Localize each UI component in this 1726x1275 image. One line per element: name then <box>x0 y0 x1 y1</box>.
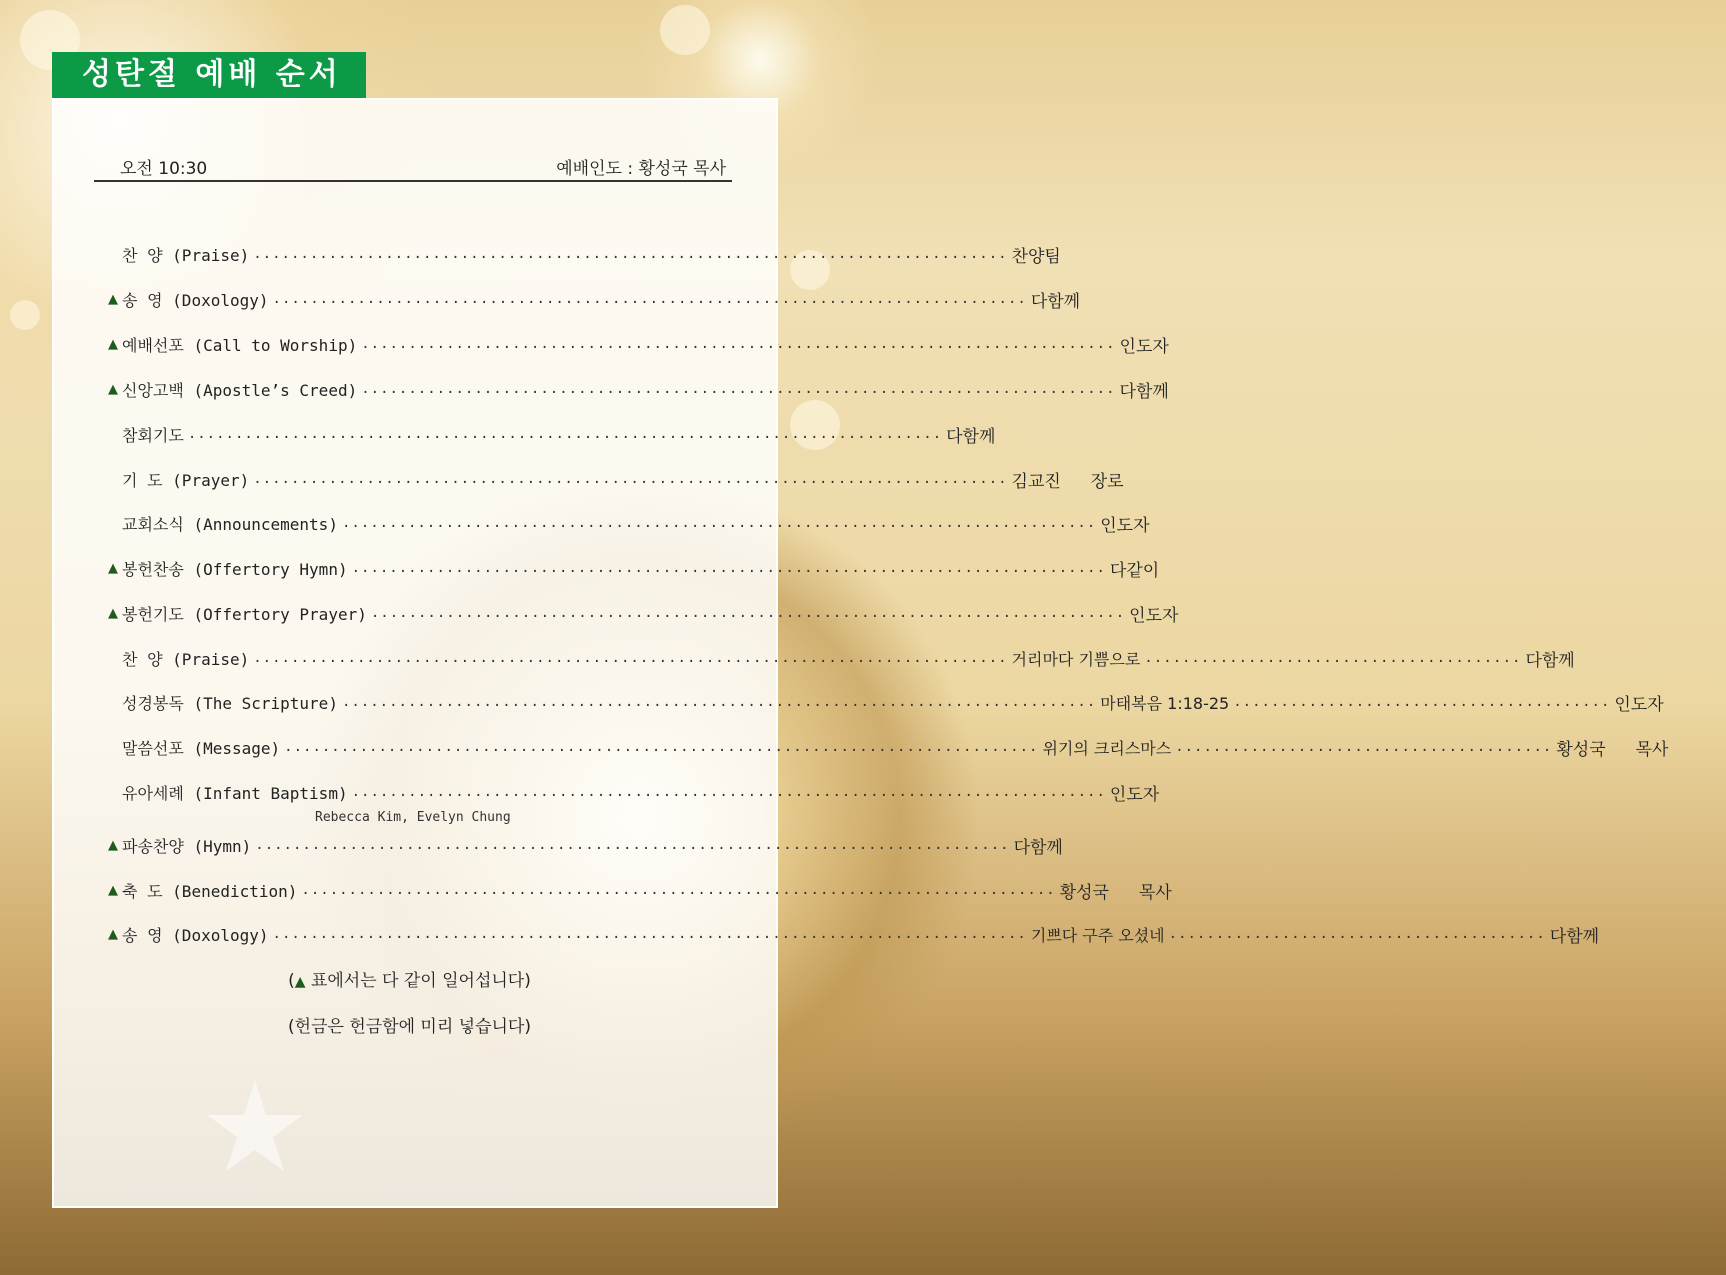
order-item <box>108 286 1081 312</box>
stand-mark-icon: ▲ <box>108 336 118 352</box>
order-item <box>108 510 1150 536</box>
dot-leader: ................................................................................ <box>351 784 1106 800</box>
order-item-label: 신앙고백 (Apostle’s Creed) <box>122 380 358 400</box>
order-item-label: 봉헌기도 (Offertory Prayer) <box>122 604 367 624</box>
dot-leader: ........................................ <box>1168 926 1546 942</box>
order-item-label: 송 영 (Doxology) <box>122 925 269 945</box>
stand-mark-icon: ▲ <box>108 837 118 853</box>
order-item-leader: 다함께 <box>1030 291 1081 312</box>
order-item-leader: 인도자 <box>1119 336 1169 357</box>
dot-leader: ................................................................................ <box>341 694 1097 710</box>
order-item-leader: 다함께 <box>1525 650 1575 671</box>
order-item-leader: 다같이 <box>1109 560 1160 581</box>
order-item-label: 기 도 (Prayer) <box>122 470 250 490</box>
order-item <box>108 555 1160 581</box>
standing-note-text: 표에서는 다 같이 일어섭니다 <box>310 971 525 991</box>
stand-mark-icon: ▲ <box>108 291 118 307</box>
dot-leader: ................................................................................ <box>272 291 1027 307</box>
dot-leader: ................................................................................ <box>255 837 1010 853</box>
order-item-leader: 찬양팀 <box>1011 246 1061 267</box>
stand-mark-icon: ▲ <box>108 882 118 898</box>
dot-leader: ................................................................................ <box>361 336 1116 352</box>
order-item-label: 예배선포 (Call to Worship) <box>122 335 358 355</box>
order-item <box>108 421 996 447</box>
standing-note: (▲ 표에서는 다 같이 일어섭니다) <box>288 971 531 991</box>
order-item <box>108 921 1600 947</box>
bokeh-light <box>790 400 840 450</box>
order-item <box>108 466 1124 492</box>
order-item <box>108 877 1172 903</box>
order-item-leader: 김교진 장로 <box>1011 471 1124 492</box>
order-item-label: 찬 양 (Praise) <box>122 245 250 265</box>
order-item-label: 유아세례 (Infant Baptism) <box>122 783 348 803</box>
stand-mark-icon: ▲ <box>108 926 118 942</box>
order-item-leader: 인도자 <box>1129 605 1179 626</box>
order-item <box>108 645 1575 671</box>
stand-mark-icon: ▲ <box>108 605 118 621</box>
dot-leader: ................................................................................ <box>187 426 943 442</box>
page-title: 성탄절 예배 순서 <box>52 52 366 98</box>
dot-leader: ................................................................................ <box>253 246 1008 262</box>
order-item <box>108 376 1169 402</box>
order-item-leader: 황성국 목사 <box>1556 739 1669 760</box>
dot-leader: ........................................ <box>1144 650 1522 666</box>
offering-note: (헌금은 헌금함에 미리 넣습니다) <box>288 1017 531 1037</box>
order-item-leader: 인도자 <box>1614 694 1664 715</box>
dot-leader: ................................................................................ <box>370 605 1126 621</box>
order-item-label: 참회기도 <box>122 425 184 445</box>
bokeh-light <box>660 5 710 55</box>
order-item-label: 축 도 (Benediction) <box>122 881 298 901</box>
dot-leader: ........................................ <box>1233 694 1611 710</box>
order-item-leader: 인도자 <box>1100 515 1150 536</box>
order-item <box>108 331 1169 357</box>
order-item-leader: 다함께 <box>1013 837 1063 858</box>
service-leader: 예배인도 : 황성국 목사 <box>556 159 726 179</box>
dot-leader: ................................................................................ <box>301 882 1056 898</box>
order-item-leader: 다함께 <box>1119 381 1169 402</box>
order-item <box>108 832 1063 858</box>
order-item-leader: 인도자 <box>1109 784 1160 805</box>
order-item <box>108 779 1160 805</box>
order-item-leader: 황성국 목사 <box>1059 882 1172 903</box>
service-time: 오전 10:30 <box>120 159 208 179</box>
order-item-label: 교회소식 (Announcements) <box>122 514 338 534</box>
order-item-leader: 다함께 <box>946 426 996 447</box>
order-item-detail: 기쁘다 구주 오셨네 <box>1030 925 1165 945</box>
dot-leader: ................................................................................ <box>253 471 1008 487</box>
dot-leader: ................................................................................ <box>341 515 1097 531</box>
order-item-label: 봉헌찬송 (Offertory Hymn) <box>122 559 348 579</box>
bokeh-light <box>10 300 40 330</box>
order-item <box>108 734 1669 760</box>
dot-leader: ................................................................................ <box>284 739 1039 755</box>
stand-mark-icon: ▲ <box>294 974 306 990</box>
order-item <box>108 241 1061 267</box>
stand-mark-icon: ▲ <box>108 381 118 397</box>
dot-leader: ................................................................................ <box>272 926 1027 942</box>
order-item-label: 송 영 (Doxology) <box>122 290 269 310</box>
order-item-label: 말씀선포 (Message) <box>122 738 281 758</box>
order-item-detail: 거리마다 기쁨으로 <box>1011 649 1141 669</box>
order-item-label: 파송찬양 (Hymn) <box>122 836 252 856</box>
order-item-detail: 위기의 크리스마스 <box>1042 738 1172 758</box>
order-item-label: 성경봉독 (The Scripture) <box>122 693 338 713</box>
order-item-label: 찬 양 (Praise) <box>122 649 250 669</box>
dot-leader: ........................................ <box>1175 739 1553 755</box>
baptism-names: Rebecca Kim, Evelyn Chung <box>315 810 511 825</box>
order-item-leader: 다함께 <box>1549 926 1600 947</box>
dot-leader: ................................................................................ <box>253 650 1008 666</box>
service-info <box>94 150 732 182</box>
order-item <box>108 689 1664 715</box>
order-item-detail: 마태복음 1:18-25 <box>1100 693 1230 713</box>
dot-leader: ................................................................................ <box>351 560 1106 576</box>
dot-leader: ................................................................................ <box>361 381 1116 397</box>
stand-mark-icon: ▲ <box>108 560 118 576</box>
order-item <box>108 600 1179 626</box>
